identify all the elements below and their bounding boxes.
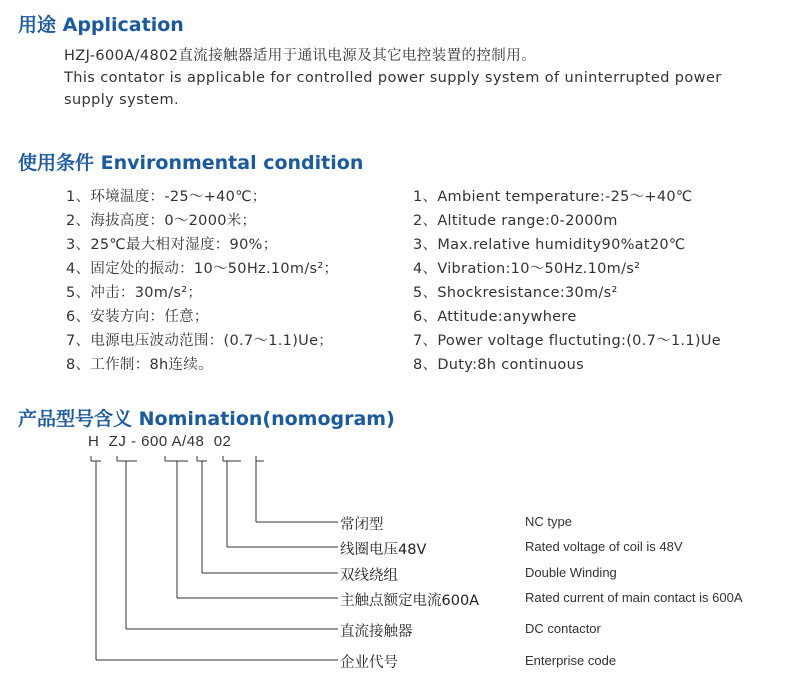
nomination-heading: 产品型号含义 Nomination(nomogram) <box>18 408 395 430</box>
environment-item-zh: 8、工作制：8h连续。 <box>66 357 213 373</box>
application-heading: 用途 Application <box>18 14 184 36</box>
nom-label-en: DC contactor <box>525 621 601 636</box>
environment-item-zh: 6、安装方向：任意； <box>66 309 209 325</box>
environment-item-en: 2、Altitude range:0-2000m <box>413 213 618 229</box>
application-text-en-1: This contator is applicable for controlled power supply system of uninterrupted power <box>64 70 722 86</box>
nom-label-zh: 企业代号 <box>340 655 398 671</box>
environment-item-zh: 1、环境温度：-25～+40℃； <box>66 189 267 205</box>
nom-label-en: Rated current of main contact is 600A <box>525 590 743 605</box>
application-text-zh: HZJ-600A/4802直流接触器适用于通讯电源及其它电控装置的控制用。 <box>64 48 537 64</box>
environment-item-zh: 7、电源电压波动范围：(0.7～1.1)Ue； <box>66 333 334 349</box>
nom-label-zh: 双线绕组 <box>340 568 398 584</box>
environment-item-en: 5、Shockresistance:30m/s² <box>413 285 618 301</box>
application-text-en-2: supply system. <box>64 92 180 108</box>
environment-item-en: 3、Max.relative humidity90%at20℃ <box>413 237 686 253</box>
environment-item-zh: 2、海拔高度：0～2000米； <box>66 213 257 229</box>
nom-label-zh: 常闭型 <box>340 517 384 533</box>
environment-item-zh: 3、25℃最大相对湿度：90%； <box>66 237 278 253</box>
environment-item-en: 4、Vibration:10～50Hz.10m/s² <box>413 261 641 277</box>
environment-item-zh: 4、固定处的振动：10～50Hz.10m/s²； <box>66 261 339 277</box>
nom-label-zh: 直流接触器 <box>340 624 413 640</box>
nom-label-zh: 主触点额定电流600A <box>340 593 480 609</box>
environment-item-zh: 5、冲击：30m/s²； <box>66 285 203 301</box>
environment-item-en: 6、Attitude:anywhere <box>413 309 577 325</box>
nom-label-zh: 线圈电压48V <box>340 542 427 558</box>
model-code: H ZJ - 600 A/48 02 <box>88 433 232 450</box>
nom-label-en: Double Winding <box>525 565 617 580</box>
environment-item-en: 1、Ambient temperature:-25～+40℃ <box>413 189 693 205</box>
nom-label-en: Enterprise code <box>525 653 617 668</box>
environment-item-en: 8、Duty:8h continuous <box>413 357 584 373</box>
nom-label-en: NC type <box>525 514 572 529</box>
environment-item-en: 7、Power voltage fluctuting:(0.7～1.1)Ue <box>413 333 721 349</box>
nom-label-en: Rated voltage of coil is 48V <box>525 539 683 554</box>
environment-heading: 使用条件 Environmental condition <box>18 152 364 174</box>
